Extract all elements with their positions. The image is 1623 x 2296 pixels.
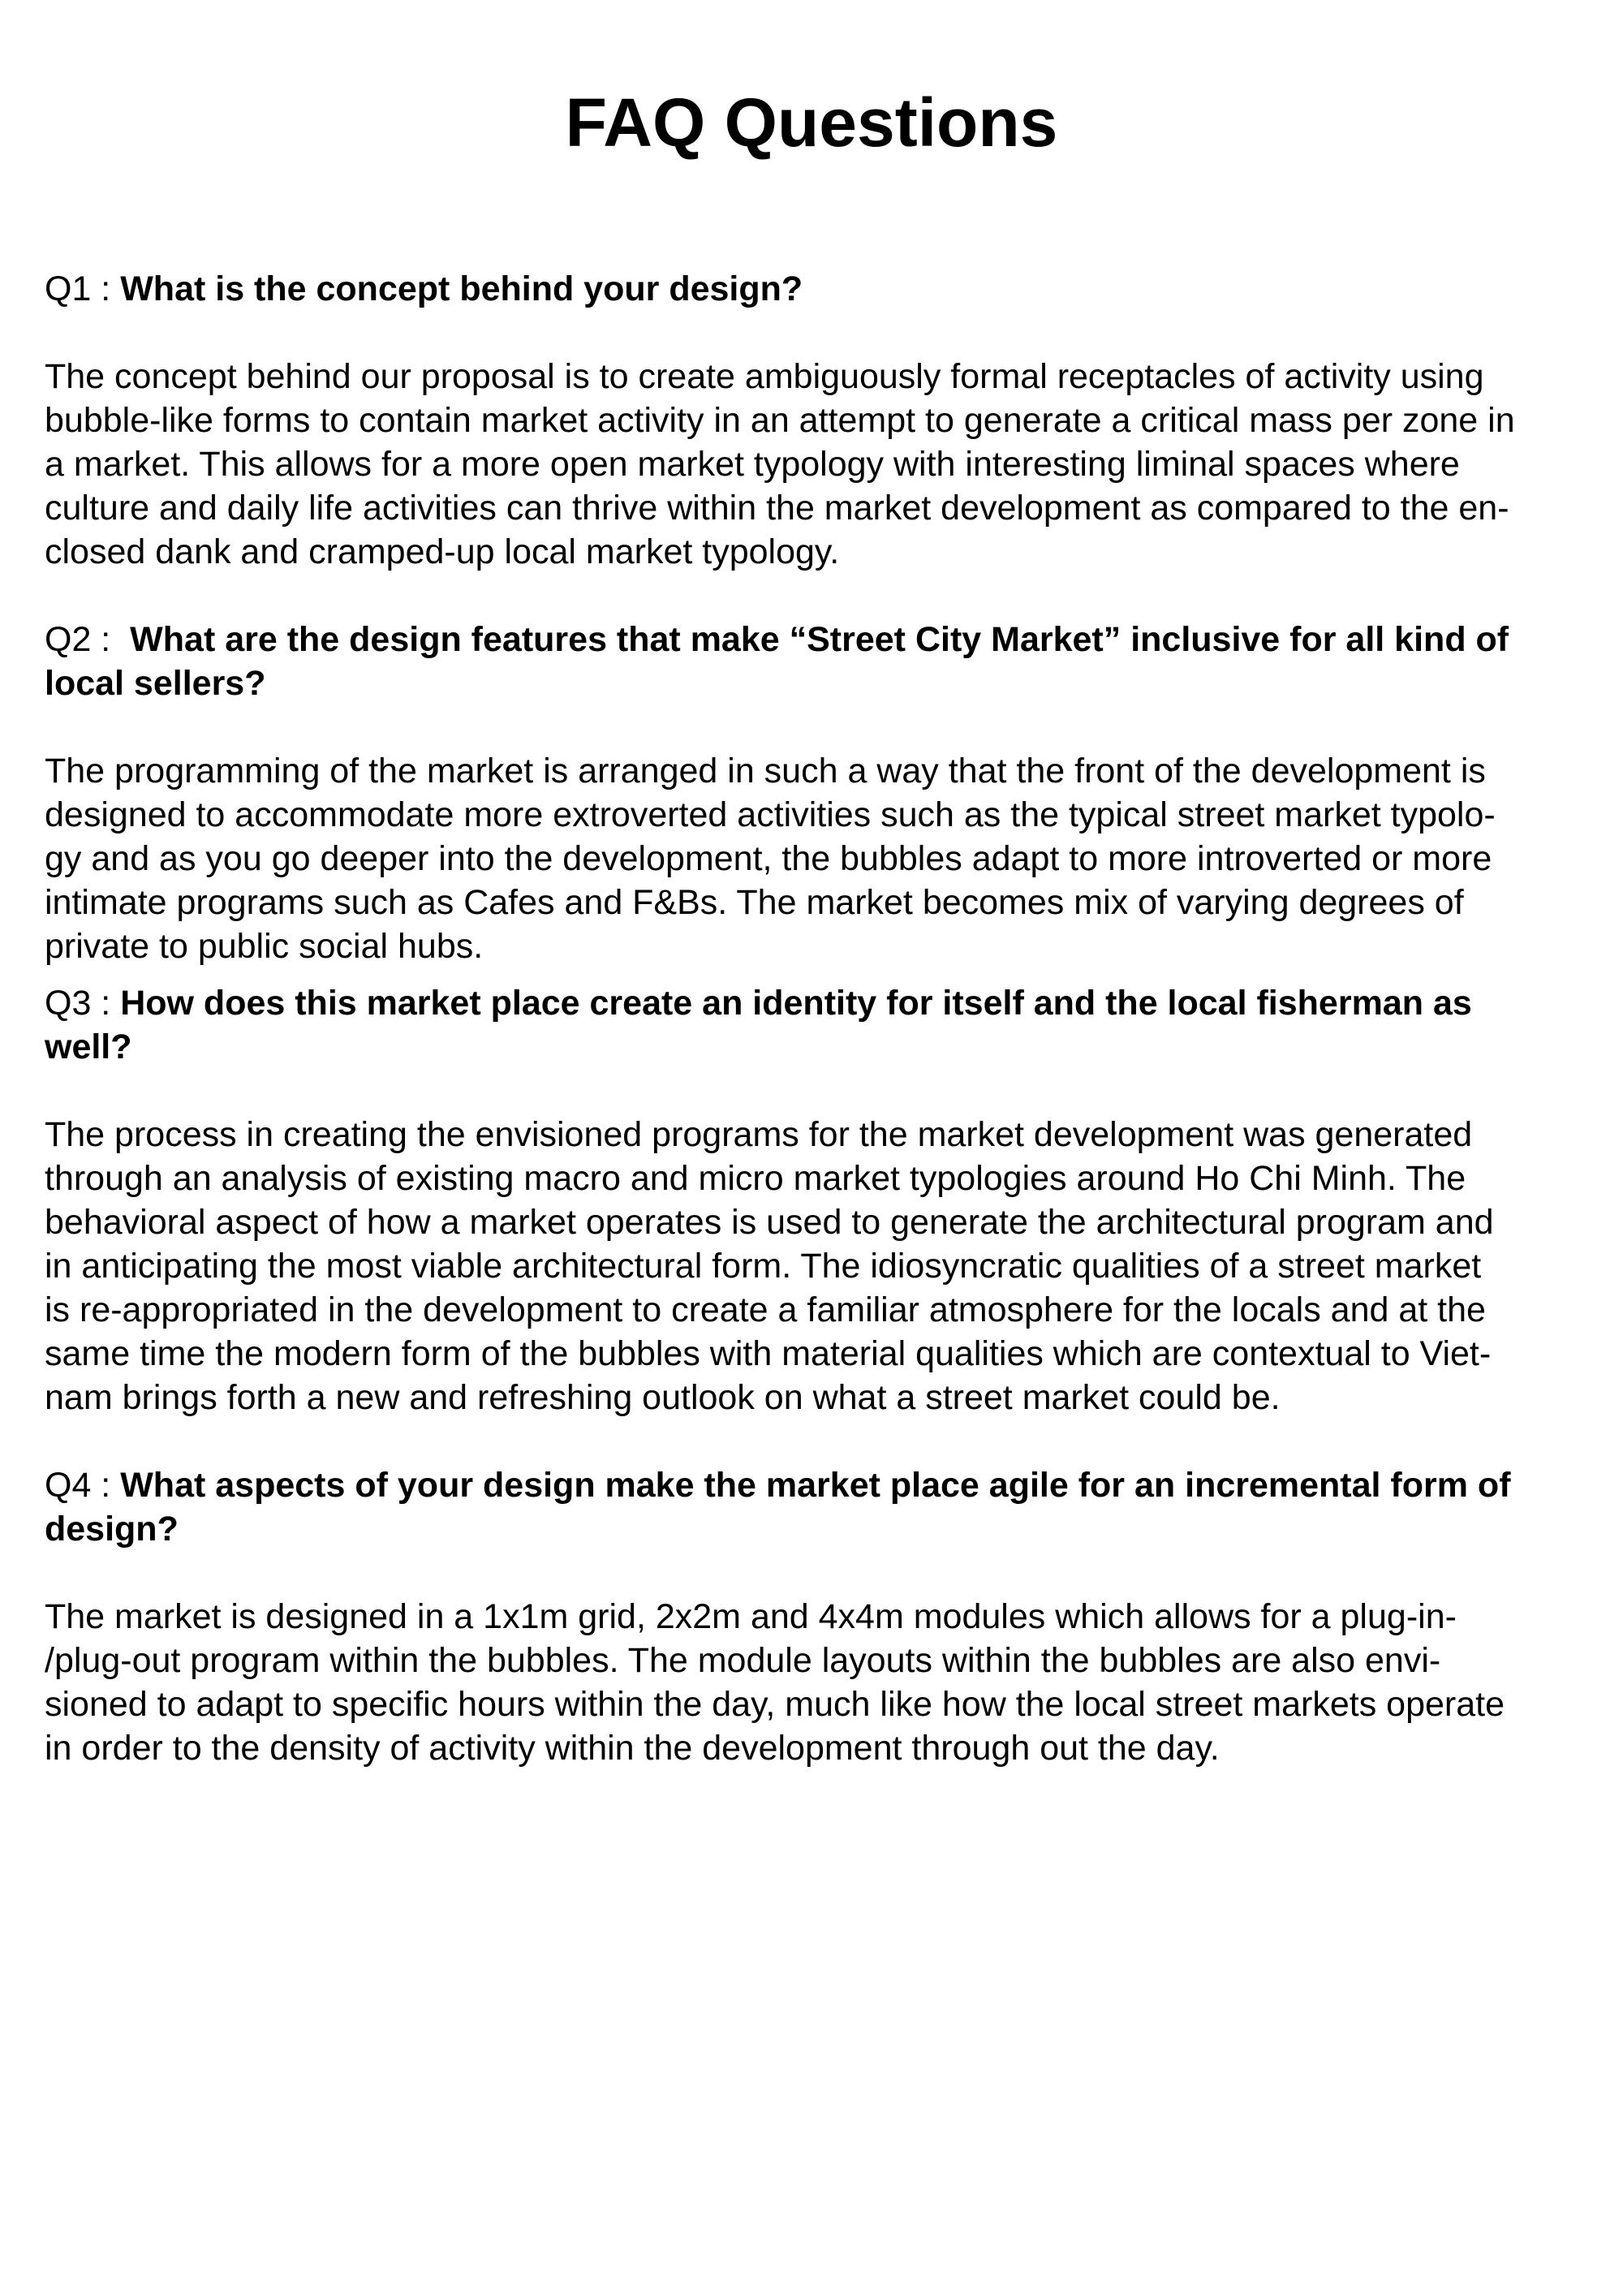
faq-answer — [45, 1113, 1586, 1419]
faq-question — [45, 618, 1586, 661]
answer-line: same time the modern form of the bubbles with material qualities which are contextual to Viet- — [45, 1334, 1492, 1373]
answer-line: nam brings forth a new and refreshing outlook on what a street market could be. — [45, 1378, 1281, 1417]
faq-answer — [45, 355, 1586, 574]
faq-answer — [45, 749, 1586, 968]
answer-line: closed dank and cramped-up local market typology. — [45, 532, 840, 571]
faq-item-q2 — [45, 618, 1586, 968]
question-number: Q1 : — [45, 269, 111, 308]
question-text: What are the design features that make “Street City Market” inclusive for all kind of — [130, 620, 1509, 659]
answer-line: gy and as you go deeper into the development, the bubbles adapt to more introverted or more — [45, 839, 1492, 878]
answer-line: through an analysis of existing macro and micro market typologies around Ho Chi Minh. The — [45, 1159, 1466, 1198]
question-text: What aspects of your design make the market place agile for an incremental form of — [120, 1466, 1511, 1505]
page-title: FAQ Questions — [565, 84, 1058, 161]
answer-line: The process in creating the envisioned programs for the market development was generated — [45, 1115, 1473, 1154]
question-number: Q2 : — [45, 620, 111, 659]
question-text: How does this market place create an identity for itself and the local fisherman as — [120, 984, 1472, 1023]
answer-line: The market is designed in a 1x1m grid, 2x2m and 4x4m modules which allows for a plug-in- — [45, 1597, 1457, 1636]
answer-line: a market. This allows for a more open market typology with interesting liminal spaces where — [45, 445, 1460, 484]
faq-item-q1 — [45, 267, 1586, 574]
faq-list — [45, 267, 1586, 1770]
faq-question — [45, 1463, 1586, 1507]
answer-line: in order to the density of activity within the development through out the day. — [45, 1729, 1220, 1768]
faq-question — [45, 981, 1586, 1025]
answer-line: behavioral aspect of how a market operates is used to generate the architectural program and — [45, 1203, 1494, 1242]
question-number: Q4 : — [45, 1466, 111, 1505]
faq-item-q3 — [45, 981, 1586, 1419]
faq-question-continued — [45, 1507, 1586, 1551]
faq-item-q4 — [45, 1463, 1586, 1770]
faq-question — [45, 267, 1586, 311]
faq-question-continued — [45, 1025, 1586, 1069]
question-number: Q3 : — [45, 984, 111, 1023]
answer-line: in anticipating the most viable architectural form. The idiosyncratic qualities of a street market — [45, 1247, 1482, 1286]
question-text: local sellers? — [45, 664, 266, 703]
question-text: well? — [45, 1027, 132, 1066]
answer-line: private to public social hubs. — [45, 927, 484, 966]
answer-line: intimate programs such as Cafes and F&Bs. The market becomes mix of varying degrees of — [45, 883, 1464, 922]
faq-answer — [45, 1595, 1586, 1770]
answer-line: The programming of the market is arranged in such a way that the front of the development is — [45, 752, 1486, 790]
question-text: design? — [45, 1510, 179, 1549]
question-text: What is the concept behind your design? — [120, 269, 803, 308]
answer-line: is re-appropriated in the development to create a familiar atmosphere for the locals and at the — [45, 1290, 1486, 1329]
answer-line: culture and daily life activities can thrive within the market development as compared to the en- — [45, 489, 1509, 528]
answer-line: sioned to adapt to specific hours within the day, much like how the local street markets operate — [45, 1685, 1505, 1724]
answer-line: designed to accommodate more extroverted activities such as the typical street market typolo- — [45, 795, 1496, 834]
faq-question-continued — [45, 661, 1586, 705]
answer-line: /plug-out program within the bubbles. The module layouts within the bubbles are also envi- — [45, 1641, 1441, 1680]
answer-line: bubble-like forms to contain market activity in an attempt to generate a critical mass per zone in — [45, 401, 1515, 440]
answer-line: The concept behind our proposal is to create ambiguously formal receptacles of activity using — [45, 357, 1484, 396]
